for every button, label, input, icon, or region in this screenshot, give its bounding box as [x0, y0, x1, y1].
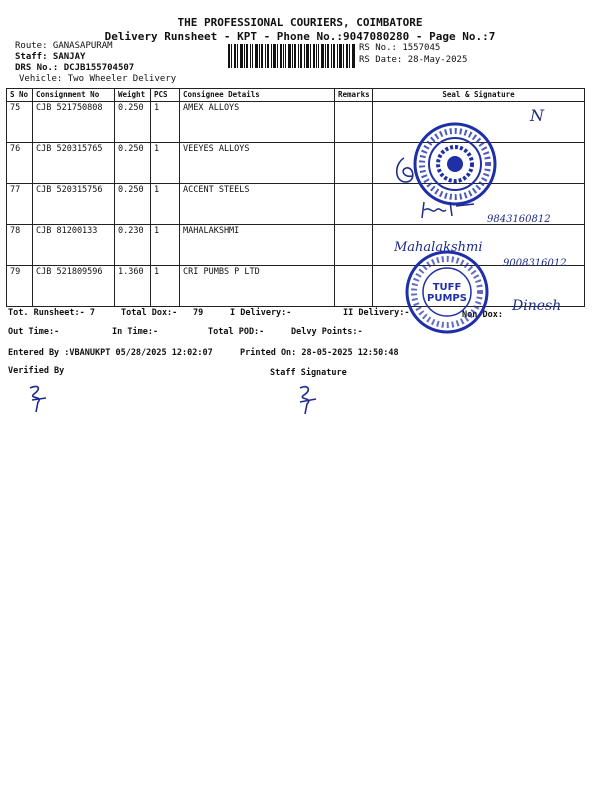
cell-sno: 78 — [7, 225, 33, 266]
cell-consignment: CJB 520315756 — [33, 184, 115, 225]
cell-weight: 0.250 — [115, 102, 151, 143]
company-seal-stamp — [413, 122, 498, 207]
row79-handwritten-signature: Dinesh — [512, 298, 562, 314]
cell-pcs: 1 — [151, 225, 180, 266]
route-label: Route: GANASAPURAM — [15, 41, 113, 51]
total-dox-value: 79 — [193, 308, 204, 318]
ii-delivery: II Delivery:- — [343, 308, 410, 318]
cell-sno: 75 — [7, 102, 33, 143]
cell-pcs: 1 — [151, 184, 180, 225]
total-dox-label: Total Dox:- — [121, 308, 178, 318]
cell-remarks — [335, 143, 373, 184]
cell-weight: 0.230 — [115, 225, 151, 266]
row77-signature-scribble — [418, 198, 478, 220]
in-time: In Time:- — [112, 327, 159, 337]
cell-pcs: 1 — [151, 266, 180, 307]
i-delivery: I Delivery:- — [230, 308, 292, 318]
company-title: THE PROFESSIONAL COURIERS, COIMBATORE — [177, 16, 423, 29]
cell-consignee: AMEX ALLOYS — [180, 102, 335, 143]
total-pod: Total POD:- — [208, 327, 265, 337]
vehicle-label: Vehicle: Two Wheeler Delivery — [19, 74, 177, 84]
cell-consignee: ACCENT STEELS — [180, 184, 335, 225]
table-header-row — [7, 89, 585, 102]
cell-remarks — [335, 225, 373, 266]
cell-weight: 0.250 — [115, 143, 151, 184]
staff-signature-label: Staff Signature — [270, 368, 347, 378]
col-header-weight: Weight — [115, 89, 151, 102]
cell-pcs: 1 — [151, 143, 180, 184]
row78-phone-handwritten: 9008316012 — [503, 258, 567, 269]
cell-consignment: CJB 521809596 — [33, 266, 115, 307]
table-row — [7, 225, 585, 266]
staff-label: Staff: SANJAY — [15, 52, 86, 62]
staff-signature — [294, 384, 320, 416]
cell-remarks — [335, 184, 373, 225]
printed-on: Printed On: 28-05-2025 12:50:48 — [240, 348, 399, 358]
rs-date: RS Date: 28-May-2025 — [359, 55, 468, 65]
cell-remarks — [335, 266, 373, 307]
non-dox: Non Dox: — [462, 310, 503, 320]
verified-by: Verified By — [8, 366, 65, 376]
col-header-pcs: PCS — [151, 89, 180, 102]
drs-number: DRS No.: DCJB155704507 — [15, 63, 135, 73]
row75-handwritten-signature: N — [530, 106, 544, 125]
cell-consignee: MAHALAKSHMI — [180, 225, 335, 266]
cell-sno: 76 — [7, 143, 33, 184]
cell-weight: 1.360 — [115, 266, 151, 307]
row76-signature-scribble — [390, 154, 420, 188]
col-header-consignee: Consignee Details — [180, 89, 335, 102]
verifier-signature — [26, 382, 52, 414]
cell-sno: 79 — [7, 266, 33, 307]
out-time: Out Time:- — [8, 327, 60, 337]
delvy-points: Delvy Points:- — [291, 327, 363, 337]
cell-pcs: 1 — [151, 102, 180, 143]
cell-consignee: VEEYES ALLOYS — [180, 143, 335, 184]
col-header-seal: Seal & Signature — [373, 89, 585, 102]
entered-by: Entered By :VBANUKPT 05/28/2025 12:02:07 — [8, 348, 213, 358]
cell-consignment: CJB 520315765 — [33, 143, 115, 184]
runsheet-title: Delivery Runsheet - KPT - Phone No.:9047080280 - Page No.:7 — [104, 30, 496, 43]
tot-runsheet: Tot. Runsheet:- 7 — [8, 308, 95, 318]
cell-weight: 0.250 — [115, 184, 151, 225]
col-header-consignment: Consignment No — [33, 89, 115, 102]
cell-consignee: CRI PUMBS P LTD — [180, 266, 335, 307]
table-row — [7, 266, 585, 307]
runsheet-table — [6, 88, 585, 307]
row77-phone-handwritten: 9843160812 — [487, 214, 551, 225]
rs-number: RS No.: 1557045 — [359, 43, 441, 53]
cell-consignment: CJB 521750808 — [33, 102, 115, 143]
row78-name-handwritten: Mahalakshmi — [394, 240, 483, 255]
cell-remarks — [335, 102, 373, 143]
col-header-remarks: Remarks — [335, 89, 373, 102]
col-header-sno: S No — [7, 89, 33, 102]
cell-consignment: CJB 81200133 — [33, 225, 115, 266]
barcode-image — [228, 44, 355, 68]
tuff-pumps-seal-text: TUFF PUMPS — [427, 282, 467, 304]
cell-sno: 77 — [7, 184, 33, 225]
